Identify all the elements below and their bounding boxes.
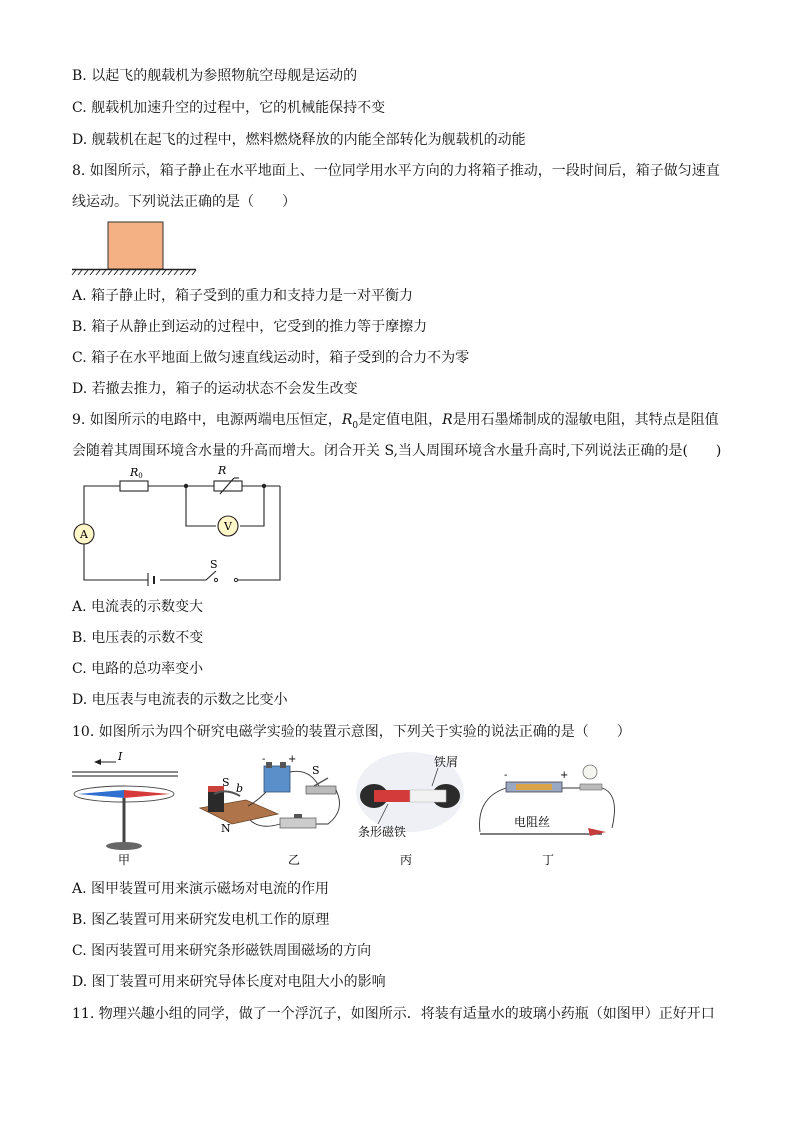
fig-yi [200, 754, 340, 867]
q10-option-c: C. 图丙装置可用来研究条形磁铁周围磁场的方向 [72, 943, 372, 959]
ammeter-symbol [74, 524, 94, 544]
q9-r-symbol: R [442, 412, 453, 428]
q8-option-d: D. 若撤去推力，箱子的运动状态不会发生改变 [72, 381, 358, 397]
ammeter-label: A [80, 528, 88, 541]
q9-r0-symbol: R [341, 412, 353, 428]
q9-option-b: B. 电压表的示数不变 [72, 630, 204, 646]
switch-pivot [214, 578, 217, 581]
magnet-label: 条形磁铁 [358, 825, 407, 839]
fig-bing [356, 752, 464, 867]
q9-stem-text-c: 是用石墨烯制成的湿敏电阻，其特点是阻值 [452, 412, 719, 428]
r0-label: R0 [130, 466, 143, 480]
q9-stem-line1 [72, 410, 719, 436]
q8-option-c: C. 箱子在水平地面上做匀速直线运动时，箱子受到的合力不为零 [72, 350, 470, 366]
q8-stem-line1: 8. 如图所示，箱子静止在水平地面上、一位同学用水平方向的力将箱子推动，一段时间后，箱子做匀速直 [72, 163, 720, 179]
caption-ding: 丁 [541, 853, 555, 867]
r-label: R [218, 464, 227, 477]
q7-option-c: C. 舰载机加速升空的过程中，它的机械能保持不变 [72, 100, 386, 116]
junction-dot [262, 484, 266, 488]
caption-jia: 甲 [117, 853, 131, 867]
s-top-label: S [222, 776, 230, 789]
box [108, 222, 163, 269]
plus-label: + [288, 754, 297, 765]
minus-label: - [262, 754, 266, 765]
plus-label-ding: + [560, 770, 569, 781]
q9-r0-subscript: 0 [352, 420, 359, 431]
q8-option-b: B. 箱子从静止到运动的过程中，它受到的推力等于摩擦力 [72, 319, 428, 335]
q9-option-d: D. 电压表与电流表的示数之比变小 [72, 692, 288, 708]
wire-label: 电阻丝 [514, 815, 551, 829]
switch-label-yi: S [312, 764, 320, 777]
minus-label-ding: - [504, 770, 508, 781]
q9-circuit-diagram [70, 464, 290, 586]
junction-dot [184, 484, 188, 488]
ground-hatch [72, 270, 196, 275]
switch-label: S [210, 558, 218, 571]
q8-option-a: A. 箱子静止时，箱子受到的重力和支持力是一对平衡力 [72, 288, 414, 304]
q10-option-b: B. 图乙装置可用来研究发电机工作的原理 [72, 912, 330, 928]
q10-option-a: A. 图甲装置可用来演示磁场对电流的作用 [72, 881, 330, 897]
q10-option-d: D. 图丁装置可用来研究导体长度对电阻大小的影响 [72, 974, 386, 990]
caption-bing: 丙 [399, 853, 413, 867]
switch-contact [234, 578, 237, 581]
q9-stem-text-b: 是定值电阻， [358, 412, 443, 428]
q8-box-figure [70, 218, 200, 278]
q9-option-a: A. 电流表的示数变大 [72, 599, 204, 615]
q11-stem-line1: 11. 物理兴趣小组的同学，做了一个浮沉子，如图所示．将装有适量水的玻璃小药瓶（如图甲）正好开口 [72, 1006, 715, 1022]
q10-stem: 10. 如图所示为四个研究电磁学实验的装置示意图，下列关于实验的说法正确的是（ ） [72, 724, 631, 740]
q9-option-c: C. 电路的总功率变小 [72, 661, 204, 677]
caption-yi: 乙 [287, 853, 301, 867]
n-label: N [221, 822, 231, 835]
current-label: I [118, 750, 123, 763]
b-label: b [236, 782, 244, 795]
voltmeter-label: V [224, 520, 232, 533]
q7-option-d: D. 舰载机在起飞的过程中，燃料燃烧释放的内能全部转化为舰载机的动能 [72, 132, 526, 148]
q9-stem-line2: 会随着其周围环境含水量的升高而增大。闭合开关 S,当人周围环境含水量升高时,下列说法正确的是( ) [72, 443, 722, 459]
q7-option-b: B. 以起飞的舰载机为参照物航空母舰是运动的 [72, 68, 358, 84]
voltmeter-symbol [218, 516, 238, 536]
fig-ding [480, 765, 615, 867]
fig-jia [72, 750, 178, 867]
q10-figures [66, 748, 636, 870]
filings-label: 铁屑 [434, 755, 459, 769]
q8-stem-line2: 线运动。下列说法正确的是（ ） [72, 194, 296, 210]
q9-stem-text-a: 9. 如图所示的电路中，电源两端电压恒定， [72, 412, 342, 428]
